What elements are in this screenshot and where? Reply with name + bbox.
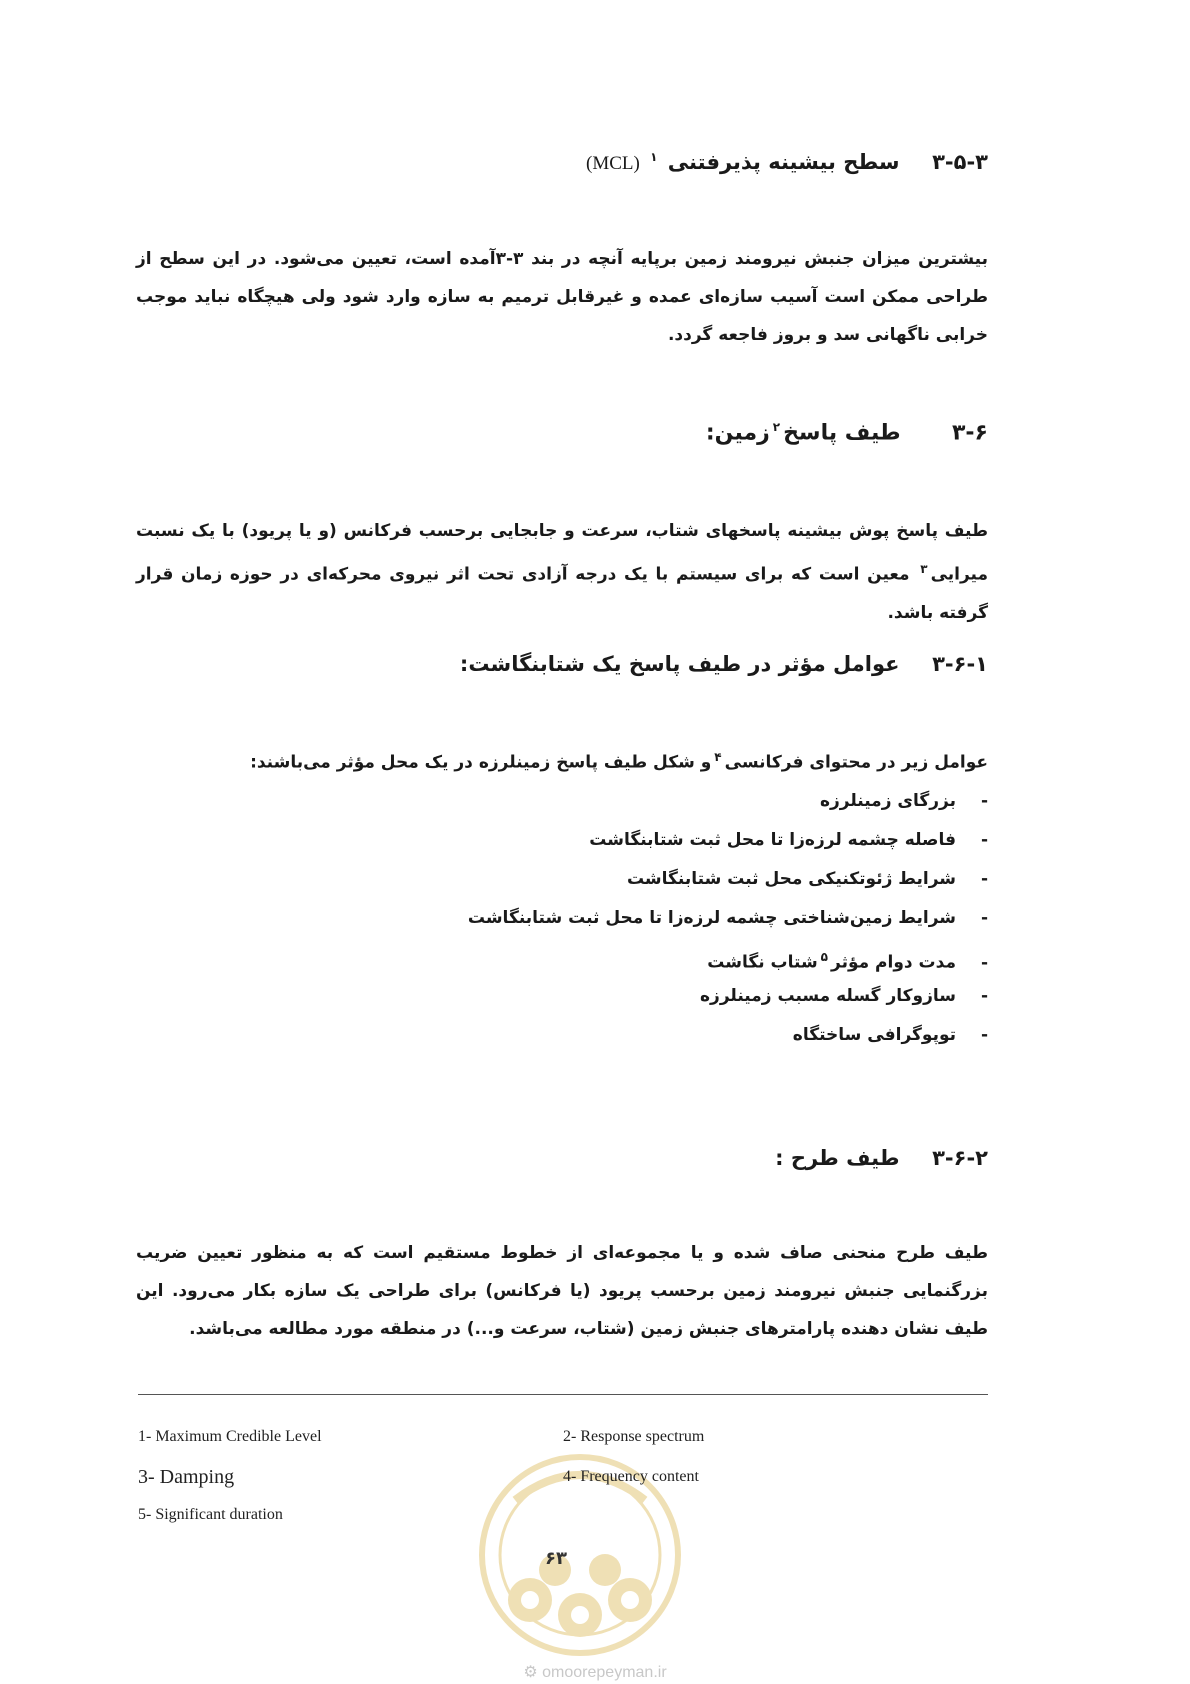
list-dash: - [980,869,988,889]
list-dash: - [980,791,988,811]
heading-number: ۳-۵-۳ [932,150,988,174]
paragraph-design-spectrum: طیف طرح منحنی صاف شده و یا مجموعه‌ای از خطوط مستقیم است که به منظور تعیین ضریب بزرگنمایی جنبش نیرومند زمین برحسب پریود (یا فرکانس) برای طراحی یک سازه بکار می‌رود. این طیف نشان دهنده پارامترهای جنبش زمین (شتاب، سرعت و...) در منطقه مورد مطالعه می‌باشد. [136,1243,988,1339]
footnote-3: 3- Damping [138,1466,235,1488]
list-item [468,782,988,821]
footnote-mark: ۵ [820,950,828,964]
factors-intro [136,738,988,782]
heading-number: ۳-۶-۱ [932,652,988,676]
watermark-icon: ⚙ [523,1664,543,1681]
footnote-5: 5- Significant duration [138,1506,283,1523]
footnote-divider [138,1394,988,1395]
list-dash: - [980,952,988,973]
list-item [468,1016,988,1055]
list-dash: - [980,986,988,1006]
list-dash: - [980,908,988,928]
heading-3-5-3 [586,150,988,175]
heading-3-6 [706,420,988,445]
list-dash: - [980,1025,988,1045]
footnote-2: 2- Response spectrum [563,1428,705,1445]
list-item-text: توپوگرافی ساختگاه [792,1025,956,1045]
footnote-mark: ۳ [920,562,928,576]
list-item [468,821,988,860]
list-item [468,860,988,899]
heading-title-b: زمین: [705,420,770,446]
intro-text-a: عوامل زیر در محتوای فرکانسی [724,752,988,773]
list-item-text: شرایط ژئوتکنیکی محل ثبت شتابنگاشت [626,869,956,889]
footnote-mark: ۲ [772,420,781,434]
watermark-text [0,1662,1190,1682]
footnote-1: 1- Maximum Credible Level [138,1428,322,1445]
intro-text-b: و شکل طیف پاسخ زمینلرزه در یک محل مؤثر می‌باشند: [250,752,712,773]
list-item [468,899,988,938]
heading-3-6-2 [775,1146,988,1170]
heading-number: ۳-۶ [952,420,988,446]
factors-list [468,782,988,1055]
list-item-text: شرایط زمین‌شناختی چشمه لرزه‌زا تا محل ثبت شتابنگاشت [467,908,956,928]
paragraph-spectrum [136,512,988,632]
paragraph-text-a: طیف پاسخ پوش بیشینه پاسخهای شتاب، سرعت و جابجایی برحسب فرکانس (و یا پریود) با یک نسبت میرایی [136,521,989,585]
watermark-label: omoorepeyman.ir [542,1664,667,1681]
list-item-text-b: شتاب نگاشت [707,952,818,973]
heading-title-a: طیف پاسخ [783,420,901,446]
list-item-text-a: مدت دوام مؤثر [831,952,956,973]
page-number: ۶۳ [545,1548,567,1569]
heading-3-6-1 [460,652,988,676]
heading-number: ۳-۶-۲ [932,1146,988,1170]
list-item-text: فاصله چشمه لرزه‌زا تا محل ثبت شتابنگاشت [589,830,956,850]
list-dash: - [980,830,988,850]
heading-title: سطح بیشینه پذیرفتنی [667,150,900,174]
list-item-text: بزرگای زمینلرزه [819,791,956,811]
list-item [468,938,988,977]
footnote-mark: ۱ [650,150,658,164]
abbreviation: (MCL) [586,153,640,174]
heading-title: طیف طرح : [775,1146,900,1170]
footnote-4: 4- Frequency content [563,1468,699,1485]
paragraph-mcl: بیشترین میزان جنبش نیرومند زمین برپایه آنچه در بند ۳-۳آمده است، تعیین می‌شود. در این سطح از طراحی ممکن است آسیب سازه‌ای عمده و غیرقابل ترمیم به سازه وارد شود ولی هیچگاه نباید موجب خرابی ناگهانی سد و بروز فاجعه گردد. [136,249,989,345]
footnote-mark: ۴ [714,750,722,764]
list-item [468,977,988,1016]
list-item-text: سازوکار گسله مسبب زمینلرزه [700,986,956,1006]
heading-title: عوامل مؤثر در طیف پاسخ یک شتابنگاشت: [459,652,900,676]
paragraph-text-b: معین است که برای سیستم با یک درجه آزادی تحت اثر نیروی محرکه‌ای در حوزه زمان قرار گرفته باشد. [136,564,988,623]
